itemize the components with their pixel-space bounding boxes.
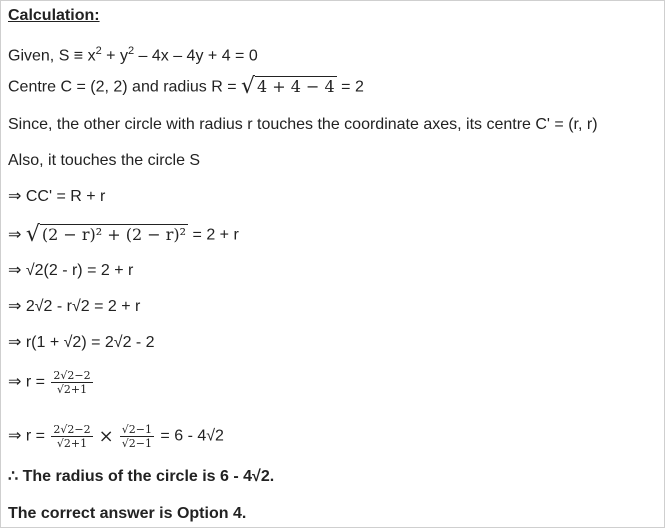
heading: Calculation: [8, 7, 100, 24]
second-fraction [120, 423, 154, 450]
centre-radius-line [8, 74, 364, 99]
step-root2-line: ⇒ √2(2 - r) = 2 + r [8, 262, 134, 279]
step-expand-line: ⇒ 2√2 - r√2 = 2 + r [8, 298, 141, 315]
step-factor-line: ⇒ r(1 + √2) = 2√2 - 2 [8, 334, 155, 351]
touches-line: Also, it touches the circle S [8, 152, 201, 169]
r-equals: ⇒ r = [8, 373, 50, 391]
correct-answer: The correct answer is Option 4. [8, 505, 247, 522]
distance-equation-line [8, 222, 239, 247]
r-fraction-denominator: √2+1 [56, 383, 88, 396]
radius-value: = 2 [336, 78, 364, 96]
distance-radicand: (2 − r)² + (2 − r)² [41, 225, 187, 244]
rationalize-line [8, 423, 224, 450]
given-equation-line [8, 41, 258, 66]
second-numerator: √2−1 [121, 423, 152, 436]
first-denominator: √2+1 [56, 437, 88, 450]
other-circle-line: Since, the other circle with radius r touches the coordinate axes, its centre C' = (r, r) [8, 116, 598, 133]
radius-root: √ 4 + 4 − 4 [241, 74, 335, 99]
y-exponent: 2 [127, 45, 135, 57]
r-equals-2: ⇒ r = [8, 427, 50, 445]
x-exponent: 2 [95, 45, 102, 57]
first-fraction [51, 423, 92, 450]
distance-rhs: = 2 + r [188, 226, 239, 244]
r-fraction-numerator: 2√2−2 [53, 369, 91, 382]
first-numerator: 2√2−2 [53, 423, 91, 436]
rationalized-result: = 6 - 4√2 [155, 427, 224, 445]
given-text-end: – 4x – 4y + 4 = 0 [134, 47, 258, 65]
conclusion: ∴ The radius of the circle is 6 - 4√2. [8, 468, 275, 485]
times-sign: × [98, 425, 114, 447]
implies-arrow: ⇒ [8, 226, 26, 244]
given-text-mid: + y [101, 47, 128, 65]
radius-radicand: 4 + 4 − 4 [257, 77, 335, 96]
cc-prime-line: ⇒ CC' = R + r [8, 188, 106, 205]
second-denominator: √2−1 [121, 437, 152, 450]
centre-radius-text: Centre C = (2, 2) and radius R = [8, 78, 241, 96]
r-fraction [51, 369, 92, 396]
given-text: Given, S ≡ x [8, 47, 96, 65]
distance-root: √ (2 − r)² + (2 − r)² [25, 222, 187, 247]
r-fraction-line [8, 369, 95, 396]
